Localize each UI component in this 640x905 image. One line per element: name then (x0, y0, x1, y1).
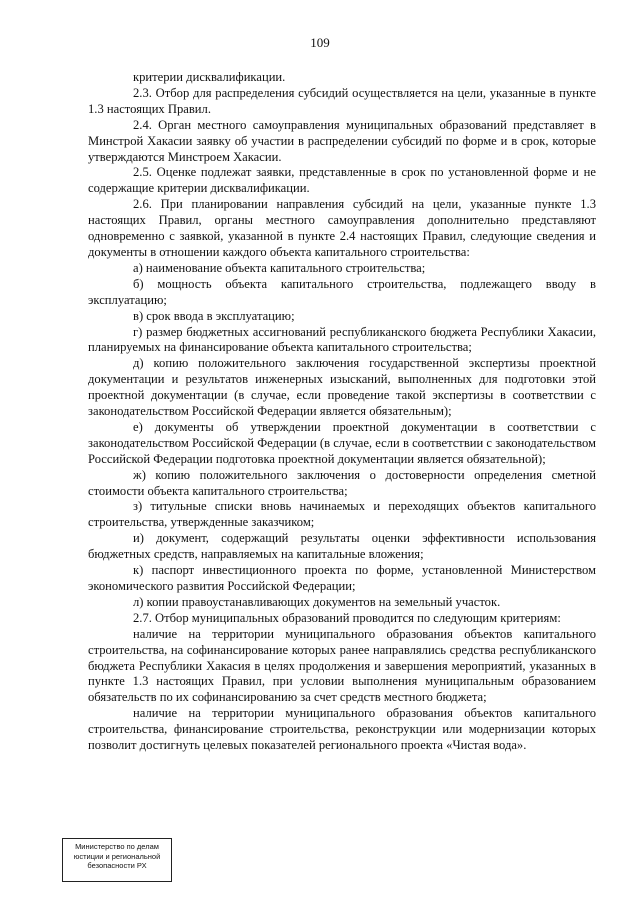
ministry-stamp (62, 838, 172, 882)
stamp-line-3: безопасности РХ (87, 861, 147, 870)
page-number: 109 (310, 35, 330, 50)
paragraph-2-3: 2.3. Отбор для распределения субсидий осуществляется на цели, указанные в пункте 1.3 настоящих Правил. (88, 85, 596, 116)
stamp-line-2: юстиции и региональной (73, 851, 161, 861)
list-item-d: д) копию положительного заключения государственной экспертизы проектной документации и результатов инженерных изысканий, выполненных для подготовки этой проектной документации (в случае, если проведение такой экспертизы в соответствии с законодательством Российской Федерации является обязательным); (88, 356, 596, 419)
paragraph-2-7: 2.7. Отбор муниципальных образований проводится по следующим критериям: (133, 610, 561, 625)
criterion-1: наличие на территории муниципального образования объектов капитального строительства, на софинансирование которых ранее направлялись средства республиканского бюджета Республики Хакасия в целях продолжения и завершения мероприятий, указанных в пункте 1.3 настоящих Правил, при условии выполнения муниципальным образованием обязательств по их софинансированию за счет средств местного бюджета; (88, 626, 596, 705)
paragraph-2-6: 2.6. При планировании направления субсидий на цели, указанные пункте 1.3 настоящих Правил, органы местного самоуправления дополнительно представляют одновременно с заявкой, указанной в пункте 2.4 настоящих Правил, следующие сведения и документы в отношении каждого объекта капитального строительства: (88, 197, 596, 259)
paragraph-2-4: 2.4. Орган местного самоуправления муниципальных образований представляет в Минстрой Хакасии заявку об участии в распределении субсидий по форме и в срок, которые утверждаются Минстроем Хакасии. (88, 117, 596, 164)
criterion-2: наличие на территории муниципального образования объектов капитального строительства, финансирование строительства, реконструкции или модернизации которых позволит достигнуть целевых показателей регионального проекта «Чистая вода». (88, 706, 596, 753)
list-item-b: б) мощность объекта капитального строительства, подлежащего вводу в эксплуатацию; (88, 276, 596, 307)
list-item-g: г) размер бюджетных ассигнований республиканского бюджета Республики Хакасии, планируемых на финансирование объекта капитального строительства; (88, 324, 596, 355)
stamp-line-1: Министерство по делам (75, 842, 159, 851)
list-item-l: л) копии правоустанавливающих документов на земельный участок. (133, 594, 501, 609)
list-item-v: в) срок ввода в эксплуатацию; (133, 308, 295, 323)
document-body (88, 70, 596, 754)
list-item-zh: ж) копию положительного заключения о достоверности определения сметной стоимости объекта капитального строительства; (88, 467, 596, 498)
list-item-a: а) наименование объекта капитального строительства; (133, 260, 426, 275)
list-item-i: и) документ, содержащий результаты оценки эффективности использования бюджетных средств, направляемых на капитальные вложения; (88, 531, 596, 562)
list-item-z: з) титульные списки вновь начинаемых и переходящих объектов капитального строительства, утвержденные заказчиком; (88, 499, 596, 530)
list-item-e: е) документы об утверждении проектной документации в соответствии с законодательством Российской Федерации (в случае, если в соответствии с законодательством Российской Федерации подготовка проектной документации является обязательной); (88, 419, 596, 466)
list-item-k: к) паспорт инвестиционного проекта по форме, установленной Министерством экономического развития Российской Федерации; (88, 563, 596, 593)
paragraph-disqualification-end: критерии дисквалификации. (133, 70, 286, 84)
paragraph-2-5: 2.5. Оценке подлежат заявки, представленные в срок по установленной форме и не содержащие критерии дисквалификации. (88, 165, 596, 196)
